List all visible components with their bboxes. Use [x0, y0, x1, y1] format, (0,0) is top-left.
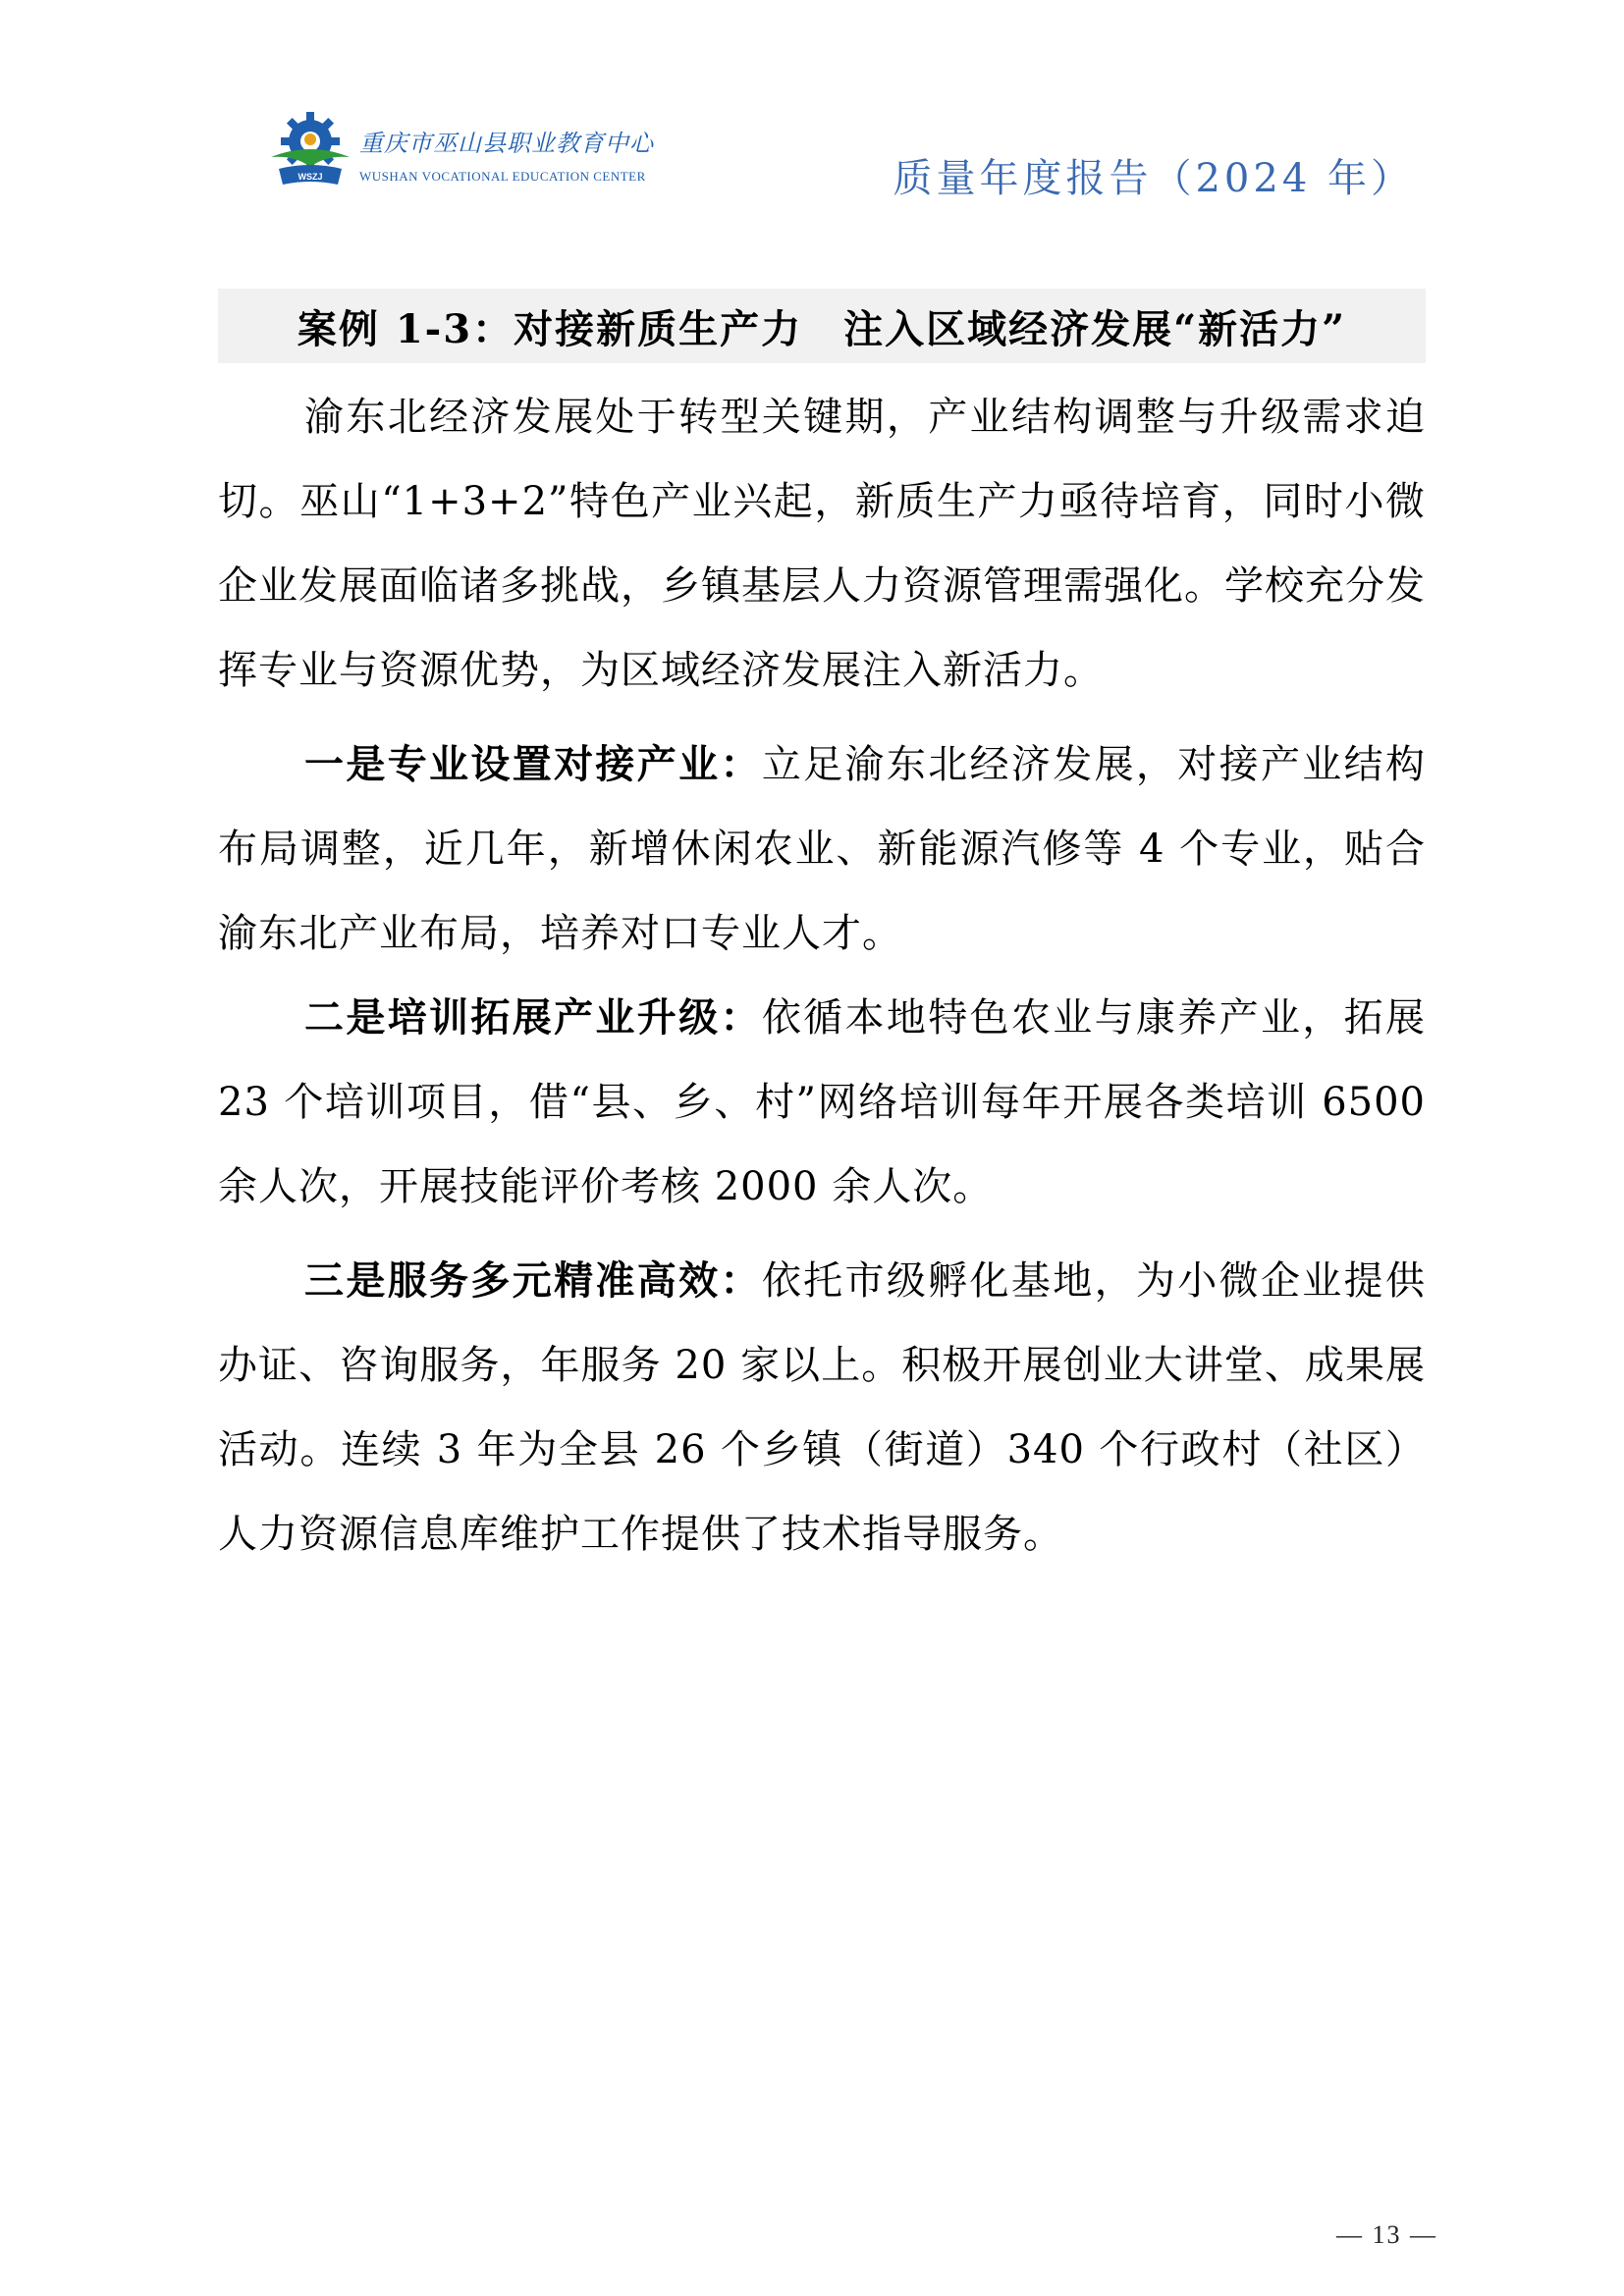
paragraph-intro: [218, 375, 1426, 713]
paragraph-lead: 一是专业设置对接产业：: [304, 741, 762, 787]
paragraph-point-2: [218, 976, 1426, 1229]
article-body: [218, 375, 1426, 1576]
report-title: 质量年度报告（2024 年）: [893, 156, 1414, 201]
case-title-banner: [218, 289, 1426, 363]
paragraph-text: 依循本地特色农业与康养产业，拓展 23 个培训项目，借“县、乡、村”网络培训每年开展各类培训 6500 余人次，开展技能评价考核 2000 余人次。: [218, 995, 1427, 1209]
svg-text:WSZJ: WSZJ: [298, 172, 323, 182]
paragraph-text: 渝东北经济发展处于转型关键期，产业结构调整与升级需求迫切。巫山“1+3+2”特色产业兴起，新质生产力亟待培育，同时小微企业发展面临诸多挑战，乡镇基层人力资源管理需强化。学校充分发挥专业与资源优势，为区域经济发展注入新活力。: [218, 395, 1426, 693]
paragraph-text: 立足渝东北经济发展，对接产业结构布局调整，近几年，新增休闲农业、新能源汽修等 4 个专业，贴合渝东北产业布局，培养对口专业人才。: [218, 742, 1427, 956]
paragraph-text: 依托市级孵化基地，为小微企业提供办证、咨询服务，年服务 20 家以上。积极开展创业大讲堂、成果展活动。连续 3 年为全县 26 个乡镇（街道）340 个行政村（社区）人力资源信息库维护工作提供了技术指导服务。: [218, 1258, 1427, 1557]
paragraph-point-1: [218, 722, 1426, 976]
school-name-cn: 重庆市巫山县职业教育中心: [359, 130, 654, 157]
paragraph-lead: 三是服务多元精准高效：: [304, 1257, 762, 1304]
school-name-en: WUSHAN VOCATIONAL EDUCATION CENTER: [359, 169, 646, 184]
gear-logo-icon: [265, 112, 355, 192]
school-logo: [265, 108, 654, 196]
paragraph-point-3: [218, 1239, 1426, 1576]
paragraph-lead: 二是培训拓展产业升级：: [304, 994, 762, 1041]
case-title: 案例 1-3：对接新质生产力 注入区域经济发展“新活力”: [297, 305, 1347, 352]
page-number: — 13 —: [1336, 2220, 1437, 2249]
page-header: [265, 108, 1414, 206]
